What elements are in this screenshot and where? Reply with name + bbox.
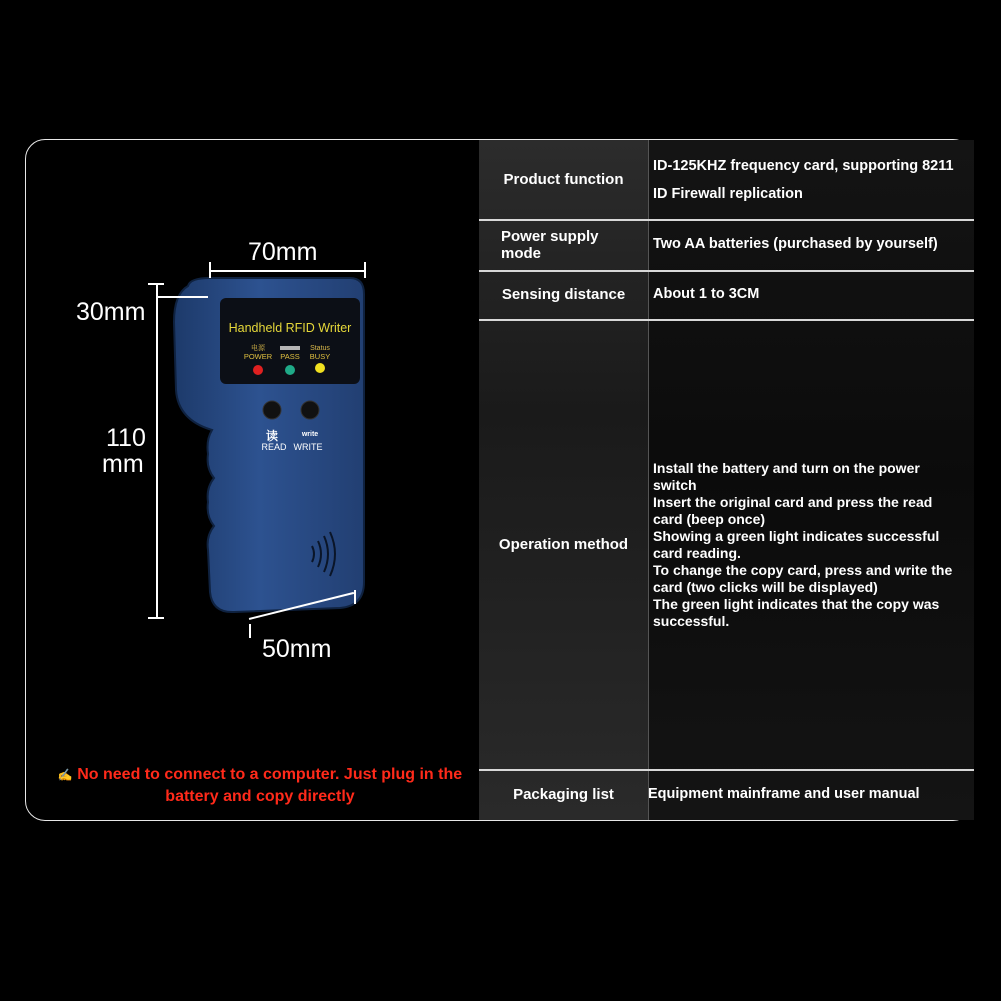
read-button-label: READ: [261, 442, 287, 452]
height-dimension-label-2: mm: [102, 450, 144, 478]
write-button-label-small: write: [301, 431, 319, 438]
led-busy: [315, 363, 325, 373]
row-value-operation-method: [653, 460, 973, 640]
write-button-label: WRITE: [293, 442, 323, 452]
led-label-pass: PASS: [280, 352, 300, 361]
value-line: The green light indicates that the copy was successful.: [653, 596, 940, 629]
value-line: To change the copy card, press and write the card (two clicks will be displayed): [653, 562, 953, 595]
rfid-writer-image: [150, 270, 380, 630]
device-screen-title: Handheld RFID Writer: [228, 321, 352, 335]
device-illustration: [150, 270, 380, 630]
led-power: [253, 365, 263, 375]
row-value-sensing-distance: About 1 to 3CM: [653, 285, 760, 302]
value-line: Install the battery and turn on the power switch: [653, 460, 920, 493]
spec-table: [479, 140, 974, 820]
read-button: [263, 401, 281, 419]
value-line: Insert the original card and press the read card (beep once): [653, 494, 933, 527]
led-label-status: Status: [310, 345, 330, 352]
value-line: ID Firewall replication: [653, 186, 803, 202]
width-dimension-tick-left: [209, 262, 211, 278]
led-label-power: POWER: [243, 352, 273, 361]
bottom-dimension-tick-right: [354, 590, 356, 604]
led-label-cn-pass: [280, 346, 300, 350]
bottom-dimension-tick-left: [249, 624, 251, 638]
row-label-product-function: Product function: [503, 171, 624, 188]
height-dimension-label-1: 110: [106, 424, 146, 452]
width-dimension-line: [209, 270, 366, 272]
bottom-depth-label: 50mm: [262, 635, 332, 663]
height-dimension-tick-top: [148, 283, 164, 285]
led-label-cn-power: 电源: [251, 345, 265, 352]
top-depth-label: 30mm: [76, 298, 146, 326]
pin-icon: ✍: [57, 768, 73, 782]
read-button-label-cn: 读: [265, 429, 279, 443]
note-text: No need to connect to a computer. Just plug in the battery and copy directly: [77, 766, 463, 805]
row-label-power-supply: Power supply mode: [501, 227, 599, 262]
row-label-packaging-list: Packaging list: [513, 786, 614, 803]
write-button: [301, 401, 319, 419]
row-value-packaging-list: Equipment mainframe and user manual: [648, 785, 920, 802]
value-line: Showing a green light indicates successful card reading.: [653, 528, 940, 561]
row-label-operation-method: Operation method: [498, 535, 629, 553]
column-divider: [648, 140, 649, 820]
row-value-power-supply: Two AA batteries (purchased by yourself): [653, 235, 938, 252]
row-value-product-function: [653, 152, 973, 212]
height-dimension-tick-bottom: [148, 617, 164, 619]
depth-dimension-line: [156, 296, 208, 298]
row-label-sensing-distance: Sensing distance: [501, 286, 626, 303]
no-computer-note: [40, 764, 480, 807]
height-dimension-line: [156, 283, 158, 618]
width-dimension-tick-right: [364, 262, 366, 278]
value-line: ID-125KHZ frequency card, supporting 8211: [653, 158, 954, 174]
width-dimension-label: 70mm: [248, 238, 318, 266]
led-pass: [285, 365, 295, 375]
led-label-busy: BUSY: [309, 352, 331, 361]
